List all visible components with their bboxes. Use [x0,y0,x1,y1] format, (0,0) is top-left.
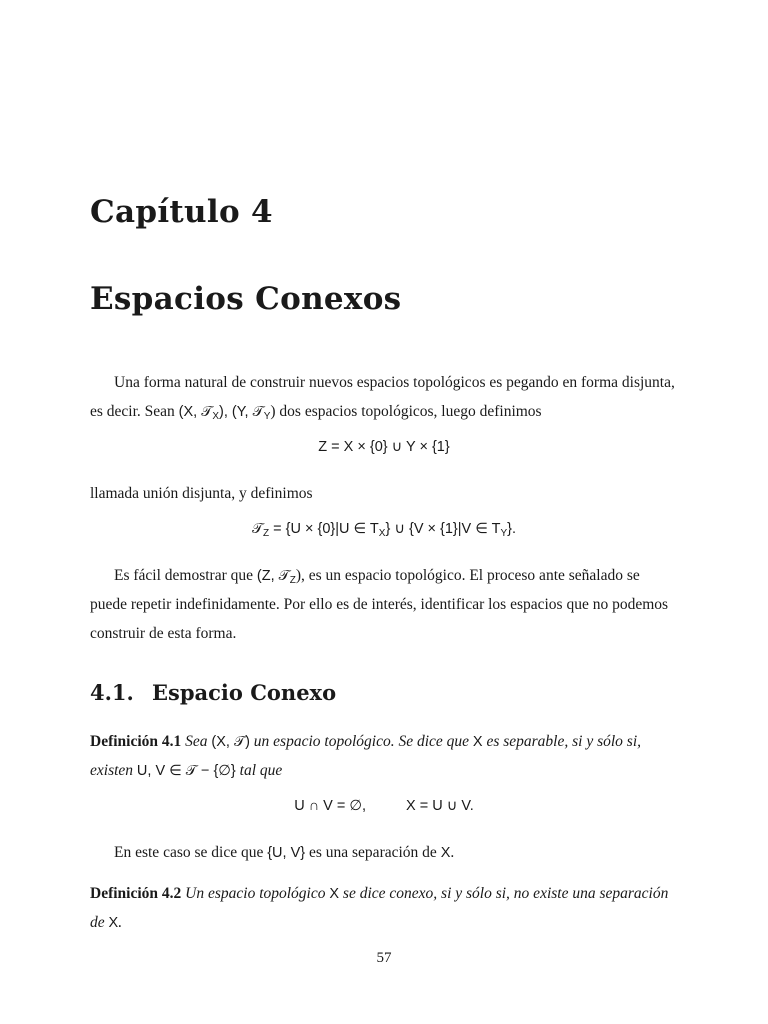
definition-text: Sea [181,733,212,750]
math-display: }. [507,521,517,537]
math-display: U ∩ V = ∅, [294,798,367,814]
section-title: Espacio Conexo [152,680,337,705]
definition-text: un espacio topológico. Se dice que [249,733,473,750]
chapter-label: Capítulo 4 [90,194,273,230]
math-inline: (Z, 𝒯 [256,568,290,584]
remark-text: En este caso se dice que [114,844,268,861]
definition-4-2-line-1 [90,879,678,909]
definition-text: tal que [235,762,283,779]
math-subscript: Z [289,575,296,586]
math-inline: {U, V} [267,845,306,861]
equation-z [90,438,678,456]
para2-text: ), es un espacio topológico. El proceso ante señalado se [295,567,640,584]
remark-text: . [450,844,455,861]
math-subscript: Y [500,528,508,539]
page-number: 57 [376,950,392,966]
math-display: } ∪ {V × {1}|V ∈ T [385,521,501,537]
definition-text: es separable, si y sólo si, [482,733,642,750]
math-display: = {U × {0}|U ∈ T [269,521,379,537]
math-subscript: X [378,528,386,539]
intro-line-3: llamada unión disjunta, y definimos [90,485,313,502]
chapter-title: Espacios Conexos [90,281,402,317]
math-inline: ), (Y, 𝒯 [219,404,264,420]
remark-text: es una separación de [305,844,441,861]
math-subscript: Z [263,528,270,539]
intro-text: ) dos espacios topológicos, luego definimos [270,403,542,420]
equation-separation [90,797,678,815]
para2-line-2: puede repetir indefinidamente. Por ello es de interés, identificar los espacios que no podemos [90,596,669,613]
para2-text: Es fácil demostrar que [114,567,257,584]
remark-line [90,838,678,868]
section-heading [90,680,336,705]
definition-4-2-line-2 [90,908,678,938]
definition-text: existen [90,762,137,779]
math-inline: (X, 𝒯 [178,404,213,420]
definition-text: se dice conexo, si y sólo si, no existe una separación [339,885,669,902]
definition-4-1-line-2 [90,756,678,786]
math-subscript: X [212,411,220,422]
intro-line-2 [90,397,678,431]
math-subscript: Y [263,411,271,422]
section-number: 4.1. [90,680,134,705]
definition-4-1-line-1 [90,727,678,757]
intro-line-1: Una forma natural de construir nuevos espacios topológicos es pegando en forma disjunta, [114,374,675,391]
definition-text: de [90,914,109,931]
math-inline: X [472,734,483,750]
definition-text: Un espacio topológico [181,885,330,902]
equation-tz [90,520,678,539]
math-display: Z = X × {0} ∪ Y × {1} [318,439,450,455]
para2-line-3: construir de esta forma. [90,625,237,642]
math-inline: U, V ∈ 𝒯 − {∅} [136,763,236,779]
math-inline: X [108,915,119,931]
math-inline: X [440,845,451,861]
math-inline: (X, 𝒯) [211,734,250,750]
intro-text: es decir. Sean [90,403,179,420]
math-display: X = U ∪ V. [406,798,474,814]
definition-text: . [118,914,123,931]
definition-label: Definición 4.1 [90,733,182,750]
definition-label: Definición 4.2 [90,885,182,902]
math-display: 𝒯 [251,521,264,537]
math-inline: X [329,886,340,902]
